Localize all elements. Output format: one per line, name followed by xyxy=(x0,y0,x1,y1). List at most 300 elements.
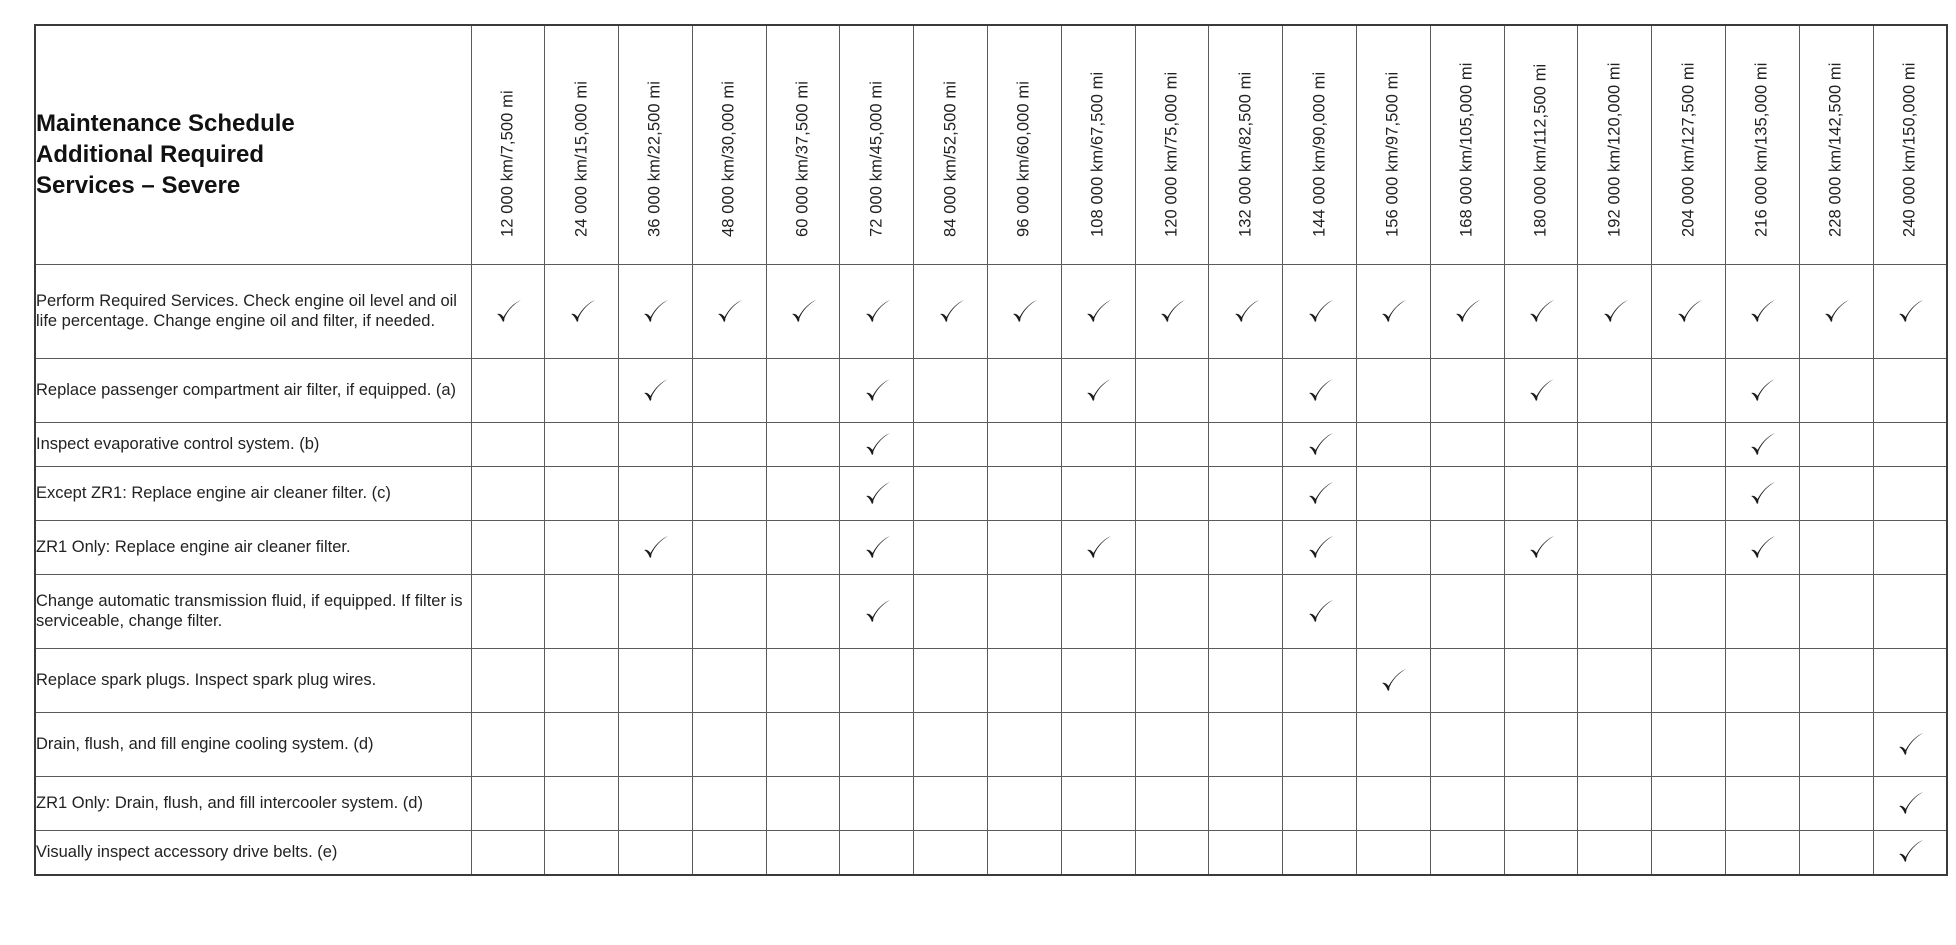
empty-cell xyxy=(1652,423,1726,467)
service-cell xyxy=(35,521,471,575)
service-due-cell xyxy=(1135,265,1209,359)
check-mark-icon xyxy=(1083,297,1113,327)
service-due-cell xyxy=(1726,359,1800,423)
empty-cell xyxy=(1209,521,1283,575)
interval-label: 132 000 km/82,500 mi xyxy=(1236,71,1255,237)
interval-header xyxy=(1578,25,1652,265)
service-due-cell xyxy=(1283,359,1357,423)
empty-cell xyxy=(1799,423,1873,467)
empty-cell xyxy=(1430,467,1504,521)
empty-cell xyxy=(1578,831,1652,875)
empty-cell xyxy=(1283,649,1357,713)
table-title: Maintenance Schedule Additional Required Services – Severe xyxy=(36,109,295,199)
interval-label: 24 000 km/15,000 mi xyxy=(572,81,591,237)
interval-label: 180 000 km/112,500 mi xyxy=(1531,63,1550,237)
empty-cell xyxy=(1357,831,1431,875)
check-mark-icon xyxy=(862,297,892,327)
empty-cell xyxy=(1652,467,1726,521)
check-mark-icon xyxy=(1157,297,1187,327)
service-due-cell xyxy=(1357,649,1431,713)
check-mark-icon xyxy=(1305,533,1335,563)
empty-cell xyxy=(914,831,988,875)
empty-cell xyxy=(1873,521,1947,575)
header-row xyxy=(35,25,1947,265)
empty-cell xyxy=(1209,831,1283,875)
empty-cell xyxy=(1357,521,1431,575)
empty-cell xyxy=(1504,467,1578,521)
empty-cell xyxy=(619,467,693,521)
check-mark-icon xyxy=(862,430,892,460)
empty-cell xyxy=(766,831,840,875)
check-mark-icon xyxy=(1083,376,1113,406)
empty-cell xyxy=(766,521,840,575)
interval-header xyxy=(1135,25,1209,265)
service-cell xyxy=(35,777,471,831)
check-mark-icon xyxy=(936,297,966,327)
empty-cell xyxy=(1209,777,1283,831)
service-due-cell xyxy=(1873,265,1947,359)
empty-cell xyxy=(1357,359,1431,423)
interval-label: 240 000 km/150,000 mi xyxy=(1900,62,1919,237)
empty-cell xyxy=(692,521,766,575)
empty-cell xyxy=(840,649,914,713)
check-mark-icon xyxy=(862,376,892,406)
check-mark-icon xyxy=(1009,297,1039,327)
interval-label: 72 000 km/45,000 mi xyxy=(867,81,886,237)
service-due-cell xyxy=(1357,265,1431,359)
empty-cell xyxy=(619,831,693,875)
interval-header xyxy=(1652,25,1726,265)
service-description: Replace spark plugs. Inspect spark plug wires. xyxy=(36,670,377,689)
empty-cell xyxy=(914,777,988,831)
service-due-cell xyxy=(619,265,693,359)
empty-cell xyxy=(1652,359,1726,423)
interval-label: 144 000 km/90,000 mi xyxy=(1310,71,1329,237)
empty-cell xyxy=(766,359,840,423)
empty-cell xyxy=(1209,359,1283,423)
check-mark-icon xyxy=(1895,297,1925,327)
empty-cell xyxy=(545,777,619,831)
empty-cell xyxy=(766,713,840,777)
service-cell xyxy=(35,359,471,423)
service-due-cell xyxy=(1652,265,1726,359)
empty-cell xyxy=(766,575,840,649)
service-due-cell xyxy=(1799,265,1873,359)
empty-cell xyxy=(1578,467,1652,521)
empty-cell xyxy=(1061,467,1135,521)
service-description: ZR1 Only: Replace engine air cleaner filter. xyxy=(36,537,351,556)
empty-cell xyxy=(988,521,1062,575)
check-mark-icon xyxy=(493,297,523,327)
empty-cell xyxy=(988,649,1062,713)
empty-cell xyxy=(692,423,766,467)
empty-cell xyxy=(545,423,619,467)
empty-cell xyxy=(1799,575,1873,649)
empty-cell xyxy=(1799,649,1873,713)
service-due-cell xyxy=(840,423,914,467)
empty-cell xyxy=(1873,575,1947,649)
empty-cell xyxy=(914,521,988,575)
service-due-cell xyxy=(1726,521,1800,575)
empty-cell xyxy=(914,575,988,649)
interval-header xyxy=(840,25,914,265)
service-due-cell xyxy=(840,265,914,359)
interval-label: 36 000 km/22,500 mi xyxy=(645,81,664,237)
interval-label: 228 000 km/142,500 mi xyxy=(1826,62,1845,237)
empty-cell xyxy=(1726,575,1800,649)
empty-cell xyxy=(1504,713,1578,777)
check-mark-icon xyxy=(1305,430,1335,460)
empty-cell xyxy=(1061,777,1135,831)
interval-label: 108 000 km/67,500 mi xyxy=(1088,71,1107,237)
empty-cell xyxy=(1504,777,1578,831)
table-row xyxy=(35,649,1947,713)
service-due-cell xyxy=(545,265,619,359)
empty-cell xyxy=(471,467,545,521)
empty-cell xyxy=(692,575,766,649)
interval-header xyxy=(1430,25,1504,265)
empty-cell xyxy=(619,777,693,831)
empty-cell xyxy=(1135,359,1209,423)
empty-cell xyxy=(1726,649,1800,713)
check-mark-icon xyxy=(1747,430,1777,460)
empty-cell xyxy=(1061,713,1135,777)
table-row xyxy=(35,831,1947,875)
service-due-cell xyxy=(914,265,988,359)
empty-cell xyxy=(545,713,619,777)
empty-cell xyxy=(1357,467,1431,521)
empty-cell xyxy=(1652,831,1726,875)
maintenance-schedule-table xyxy=(34,24,1948,876)
check-mark-icon xyxy=(1378,666,1408,696)
interval-header xyxy=(766,25,840,265)
empty-cell xyxy=(1799,777,1873,831)
empty-cell xyxy=(1357,777,1431,831)
service-due-cell xyxy=(1061,265,1135,359)
empty-cell xyxy=(1578,359,1652,423)
empty-cell xyxy=(1061,575,1135,649)
service-due-cell xyxy=(1726,265,1800,359)
check-mark-icon xyxy=(1452,297,1482,327)
service-due-cell xyxy=(1283,575,1357,649)
interval-label: 48 000 km/30,000 mi xyxy=(719,81,738,237)
empty-cell xyxy=(619,649,693,713)
empty-cell xyxy=(471,831,545,875)
interval-label: 84 000 km/52,500 mi xyxy=(941,81,960,237)
check-mark-icon xyxy=(1526,533,1556,563)
empty-cell xyxy=(1430,575,1504,649)
check-mark-icon xyxy=(1305,479,1335,509)
service-due-cell xyxy=(1209,265,1283,359)
empty-cell xyxy=(1283,713,1357,777)
empty-cell xyxy=(1799,467,1873,521)
check-mark-icon xyxy=(1895,730,1925,760)
interval-label: 216 000 km/135,000 mi xyxy=(1752,62,1771,237)
service-due-cell xyxy=(1504,265,1578,359)
table-title-cell xyxy=(35,25,471,265)
interval-label: 120 000 km/75,000 mi xyxy=(1162,71,1181,237)
check-mark-icon xyxy=(640,533,670,563)
interval-header xyxy=(1283,25,1357,265)
check-mark-icon xyxy=(1747,297,1777,327)
service-due-cell xyxy=(1873,831,1947,875)
empty-cell xyxy=(914,423,988,467)
empty-cell xyxy=(1209,467,1283,521)
check-mark-icon xyxy=(1747,376,1777,406)
empty-cell xyxy=(1061,831,1135,875)
service-description: Inspect evaporative control system. (b) xyxy=(36,434,320,453)
check-mark-icon xyxy=(1083,533,1113,563)
empty-cell xyxy=(1504,831,1578,875)
empty-cell xyxy=(1652,521,1726,575)
empty-cell xyxy=(840,777,914,831)
service-description: Drain, flush, and fill engine cooling system. (d) xyxy=(36,734,374,753)
table-row xyxy=(35,265,1947,359)
empty-cell xyxy=(1209,423,1283,467)
service-due-cell xyxy=(840,467,914,521)
service-due-cell xyxy=(1283,521,1357,575)
interval-label: 168 000 km/105,000 mi xyxy=(1457,62,1476,237)
interval-label: 60 000 km/37,500 mi xyxy=(793,81,812,237)
interval-label: 204 000 km/127,500 mi xyxy=(1679,62,1698,237)
empty-cell xyxy=(1357,713,1431,777)
service-due-cell xyxy=(1283,265,1357,359)
check-mark-icon xyxy=(1674,297,1704,327)
empty-cell xyxy=(471,423,545,467)
check-mark-icon xyxy=(1231,297,1261,327)
empty-cell xyxy=(471,713,545,777)
service-description: ZR1 Only: Drain, flush, and fill intercooler system. (d) xyxy=(36,793,423,812)
empty-cell xyxy=(914,649,988,713)
service-description: Replace passenger compartment air filter, if equipped. (a) xyxy=(36,380,457,399)
check-mark-icon xyxy=(1378,297,1408,327)
empty-cell xyxy=(1873,359,1947,423)
service-due-cell xyxy=(1504,521,1578,575)
check-mark-icon xyxy=(1895,789,1925,819)
check-mark-icon xyxy=(1305,597,1335,627)
service-cell xyxy=(35,831,471,875)
interval-label: 192 000 km/120,000 mi xyxy=(1605,62,1624,237)
empty-cell xyxy=(1578,649,1652,713)
service-due-cell xyxy=(1430,265,1504,359)
empty-cell xyxy=(1504,649,1578,713)
service-due-cell xyxy=(840,521,914,575)
service-due-cell xyxy=(1578,265,1652,359)
empty-cell xyxy=(545,467,619,521)
empty-cell xyxy=(619,713,693,777)
service-due-cell xyxy=(1873,777,1947,831)
service-due-cell xyxy=(1283,467,1357,521)
table-row xyxy=(35,423,1947,467)
empty-cell xyxy=(988,575,1062,649)
empty-cell xyxy=(1209,649,1283,713)
service-due-cell xyxy=(1726,467,1800,521)
empty-cell xyxy=(1430,359,1504,423)
table-row xyxy=(35,359,1947,423)
empty-cell xyxy=(1135,467,1209,521)
empty-cell xyxy=(1430,423,1504,467)
service-due-cell xyxy=(766,265,840,359)
empty-cell xyxy=(1578,777,1652,831)
check-mark-icon xyxy=(1895,837,1925,867)
empty-cell xyxy=(1135,777,1209,831)
empty-cell xyxy=(545,649,619,713)
service-description: Except ZR1: Replace engine air cleaner filter. (c) xyxy=(36,483,391,502)
empty-cell xyxy=(1799,359,1873,423)
empty-cell xyxy=(1726,777,1800,831)
check-mark-icon xyxy=(1747,479,1777,509)
empty-cell xyxy=(1799,831,1873,875)
interval-header xyxy=(692,25,766,265)
empty-cell xyxy=(1578,713,1652,777)
service-due-cell xyxy=(1726,423,1800,467)
empty-cell xyxy=(619,423,693,467)
empty-cell xyxy=(545,521,619,575)
service-cell xyxy=(35,713,471,777)
empty-cell xyxy=(1135,423,1209,467)
table-body xyxy=(35,265,1947,875)
empty-cell xyxy=(988,359,1062,423)
empty-cell xyxy=(1652,713,1726,777)
empty-cell xyxy=(1430,777,1504,831)
empty-cell xyxy=(988,423,1062,467)
check-mark-icon xyxy=(862,533,892,563)
check-mark-icon xyxy=(714,297,744,327)
empty-cell xyxy=(1578,521,1652,575)
empty-cell xyxy=(1357,575,1431,649)
service-due-cell xyxy=(1873,713,1947,777)
interval-header xyxy=(1799,25,1873,265)
empty-cell xyxy=(1504,575,1578,649)
empty-cell xyxy=(619,575,693,649)
empty-cell xyxy=(1061,423,1135,467)
check-mark-icon xyxy=(1526,376,1556,406)
empty-cell xyxy=(1652,575,1726,649)
empty-cell xyxy=(766,649,840,713)
empty-cell xyxy=(1209,575,1283,649)
empty-cell xyxy=(1799,713,1873,777)
empty-cell xyxy=(1726,831,1800,875)
empty-cell xyxy=(1430,649,1504,713)
empty-cell xyxy=(988,777,1062,831)
service-due-cell xyxy=(471,265,545,359)
interval-label: 96 000 km/60,000 mi xyxy=(1014,81,1033,237)
empty-cell xyxy=(1799,521,1873,575)
interval-header xyxy=(1504,25,1578,265)
empty-cell xyxy=(1873,467,1947,521)
check-mark-icon xyxy=(567,297,597,327)
empty-cell xyxy=(471,649,545,713)
empty-cell xyxy=(1578,575,1652,649)
interval-header xyxy=(914,25,988,265)
empty-cell xyxy=(1357,423,1431,467)
empty-cell xyxy=(545,359,619,423)
empty-cell xyxy=(1873,423,1947,467)
service-cell xyxy=(35,649,471,713)
empty-cell xyxy=(988,831,1062,875)
empty-cell xyxy=(988,713,1062,777)
table-row xyxy=(35,521,1947,575)
empty-cell xyxy=(1430,831,1504,875)
empty-cell xyxy=(1283,831,1357,875)
check-mark-icon xyxy=(640,376,670,406)
interval-header xyxy=(1726,25,1800,265)
empty-cell xyxy=(692,359,766,423)
interval-header xyxy=(1209,25,1283,265)
service-cell xyxy=(35,467,471,521)
empty-cell xyxy=(471,777,545,831)
empty-cell xyxy=(471,521,545,575)
empty-cell xyxy=(1135,521,1209,575)
service-due-cell xyxy=(692,265,766,359)
check-mark-icon xyxy=(862,479,892,509)
empty-cell xyxy=(545,831,619,875)
empty-cell xyxy=(1430,713,1504,777)
interval-header xyxy=(988,25,1062,265)
empty-cell xyxy=(1430,521,1504,575)
interval-header xyxy=(619,25,693,265)
empty-cell xyxy=(1135,713,1209,777)
check-mark-icon xyxy=(1526,297,1556,327)
empty-cell xyxy=(1652,777,1726,831)
empty-cell xyxy=(1504,423,1578,467)
check-mark-icon xyxy=(1747,533,1777,563)
service-due-cell xyxy=(840,575,914,649)
empty-cell xyxy=(766,423,840,467)
empty-cell xyxy=(692,467,766,521)
service-description: Visually inspect accessory drive belts. (e) xyxy=(36,842,338,861)
check-mark-icon xyxy=(788,297,818,327)
interval-header xyxy=(1061,25,1135,265)
service-due-cell xyxy=(988,265,1062,359)
empty-cell xyxy=(692,831,766,875)
interval-header xyxy=(1873,25,1947,265)
interval-header xyxy=(545,25,619,265)
empty-cell xyxy=(840,831,914,875)
empty-cell xyxy=(914,713,988,777)
service-due-cell xyxy=(619,521,693,575)
empty-cell xyxy=(545,575,619,649)
service-due-cell xyxy=(1061,521,1135,575)
table-row xyxy=(35,467,1947,521)
empty-cell xyxy=(1135,649,1209,713)
empty-cell xyxy=(1209,713,1283,777)
service-due-cell xyxy=(1061,359,1135,423)
service-description: Perform Required Services. Check engine oil level and oil life percentage. Change engine oil and filter, if needed. xyxy=(36,292,457,330)
check-mark-icon xyxy=(1305,297,1335,327)
empty-cell xyxy=(692,713,766,777)
empty-cell xyxy=(840,713,914,777)
empty-cell xyxy=(914,359,988,423)
empty-cell xyxy=(1726,713,1800,777)
table-row xyxy=(35,713,1947,777)
empty-cell xyxy=(692,777,766,831)
empty-cell xyxy=(471,575,545,649)
interval-label: 12 000 km/7,500 mi xyxy=(498,90,517,237)
check-mark-icon xyxy=(1600,297,1630,327)
check-mark-icon xyxy=(1305,376,1335,406)
empty-cell xyxy=(471,359,545,423)
interval-header xyxy=(471,25,545,265)
check-mark-icon xyxy=(1821,297,1851,327)
empty-cell xyxy=(766,777,840,831)
empty-cell xyxy=(1135,831,1209,875)
empty-cell xyxy=(1283,777,1357,831)
interval-header xyxy=(1357,25,1431,265)
empty-cell xyxy=(1652,649,1726,713)
check-mark-icon xyxy=(640,297,670,327)
table-row xyxy=(35,777,1947,831)
